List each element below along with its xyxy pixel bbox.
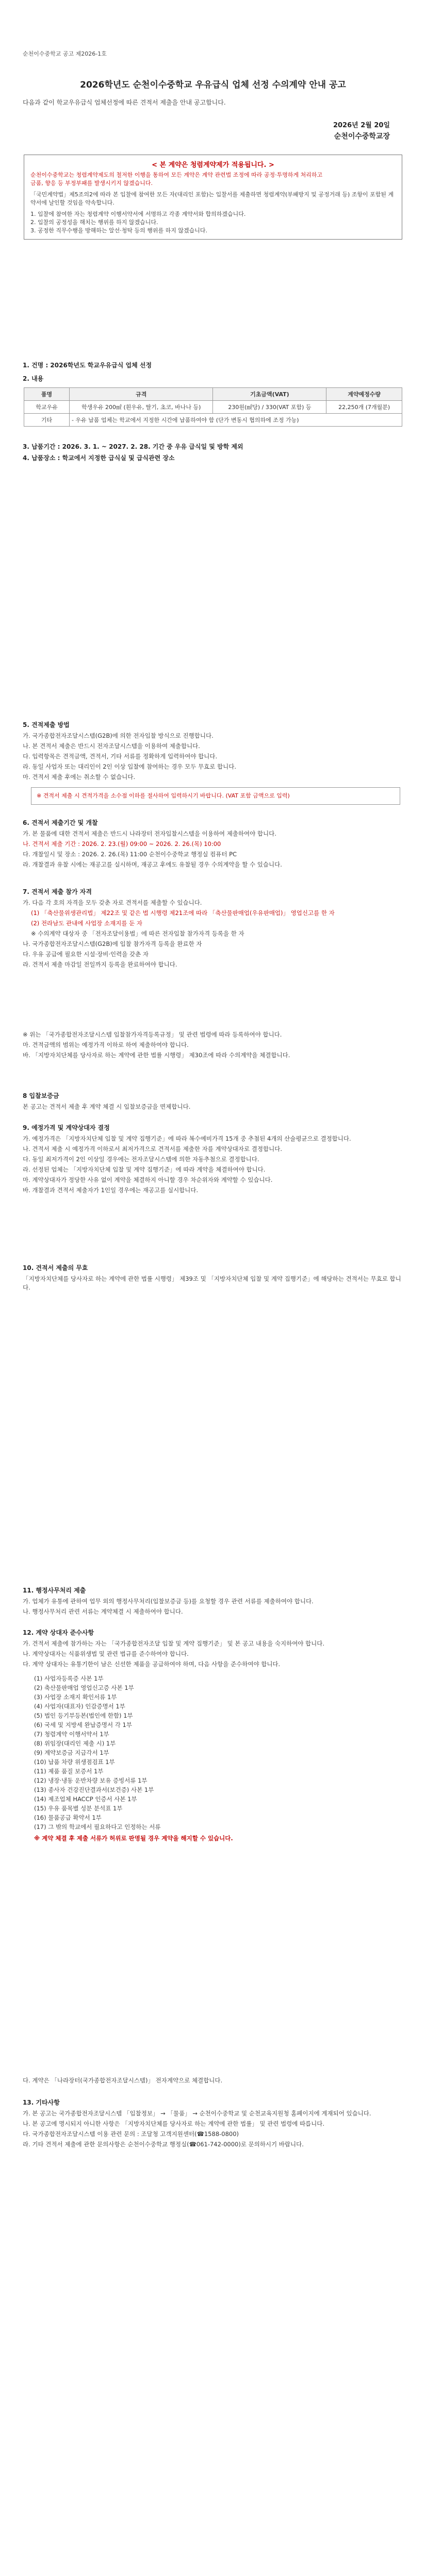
document-org: 순천이수중학교장: [334, 132, 390, 141]
section-9-line: 바. 개찰결과 견적서 제출자가 1인일 경우에는 재공고를 실시합니다.: [23, 1187, 199, 1194]
table-header: 계약예정수량: [326, 388, 402, 401]
notice-paragraph: 3. 공정한 직무수행을 방해하는 알선·청탁 등의 행위를 하지 않겠습니다.: [30, 227, 207, 234]
required-document-item: (13) 종사자 건강진단결과서(보건증) 사본 1부: [34, 1786, 154, 1793]
section-10-line: 「지방자치단체를 당사자로 하는 계약에 관한 법률 시행령」 제39조 및 「지방자치단체 입찰 및 계약 집행기준」에 해당하는 견적서는 무효로 합니다.: [23, 1275, 401, 1291]
notice-paragraph: 1. 입찰에 참여한 자는 청렴계약 이행서약서에 서명하고 각종 계약서와 합의하겠습니다.: [30, 211, 246, 217]
required-document-item: (2) 축산물판매업 영업신고증 사본 1부: [34, 1684, 134, 1691]
required-document-item: (4) 사업자(대표자) 인감증명서 1부: [34, 1703, 125, 1710]
table-cell: 학교우유: [24, 401, 70, 414]
section-5-line: 가. 국가종합전자조달시스템(G2B)에 의한 전자입찰 방식으로 진행합니다.: [23, 732, 214, 739]
section-7-line: (1) 「축산물위생관리법」 제22조 및 같은 법 시행령 제21조에 따라 「축산물판매업(우유판매업)」 영업신고를 한 자: [31, 909, 335, 917]
table-cell: 22,250개 (7개월분): [326, 401, 402, 414]
section-6-line: 나. 견적서 제출 기간 : 2026. 2. 23.(월) 09:00 ~ 2026. 2. 26.(목) 10:00: [23, 840, 221, 848]
notice-paragraph: 「국민계약법」제5조의2에 따라 본 입찰에 참여한 모든 자(대리인 포함)는 입찰서를 제출하면 청렴계약(부패방지 및 공정거래 등) 조항이 포함된 계약서에 날인할 것임을 약속합니다.: [30, 191, 394, 206]
section-8-heading: 8 입찰보증금: [23, 1092, 59, 1099]
section-9-line: 가. 예정가격은 「지방자치단체 입찰 및 계약 집행기준」에 따라 복수예비가격 15개 중 추첨된 4개의 산술평균으로 결정합니다.: [23, 1135, 351, 1142]
section-7-line: ※ 수의계약 대상자 중 「전자조달이용법」에 따른 전자입찰 참가자격 등록을 한 자: [31, 930, 244, 937]
section-7-heading: 7. 견적서 제출 참가 자격: [23, 888, 92, 895]
section-6-line: 라. 개찰결과 유찰 시에는 재공고를 실시하며, 재공고 후에도 유찰될 경우 수의계약을 할 수 있습니다.: [23, 861, 282, 868]
required-document-item: (6) 국세 및 지방세 완납증명서 각 1부: [34, 1721, 132, 1728]
section-13-line: 가. 본 공고는 국가종합전자조달시스템 「입찰정보」 → 「물품」 → 순천이수중학교 및 순천교육지원청 홈페이지에 게재되어 있습니다.: [23, 2110, 371, 2117]
section-1-heading: 1. 건명 : 2026학년도 학교우유급식 업체 선정: [23, 362, 152, 369]
section-7-line: 가. 다음 각 호의 자격을 모두 갖춘 자로 견적서를 제출할 수 있습니다.: [23, 899, 202, 906]
section-5-line: 나. 본 견적서 제출은 반드시 전자조달시스템을 이용하여 제출합니다.: [23, 742, 200, 750]
section-9-line: 라. 선정된 업체는 「지방자치단체 입찰 및 계약 집행기준」에 따라 계약을 체결하여야 합니다.: [23, 1166, 266, 1173]
required-document-item: (1) 사업자등록증 사본 1부: [34, 1675, 104, 1682]
section-9-line: 나. 견적서 제출 시 예정가격 이하로서 최저가격으로 견적서를 제출한 자를 계약상대자로 결정합니다.: [23, 1145, 282, 1153]
table-cell: 230원(㎖당) / 330(VAT 포함) 등: [213, 401, 326, 414]
table-header: 기초금액(VAT): [213, 388, 326, 401]
section-11-line: 가. 업체가 유통에 관하여 업무 외의 행정사무처리(입찰보증금 등)를 요청할 경우 관련 서류를 제출하여야 합니다.: [23, 1598, 314, 1605]
section-6-line: 가. 본 물품에 대한 견적서 제출은 반드시 나라장터 전자입찰시스템을 이용하여 제출하여야 합니다.: [23, 830, 276, 837]
table-header: 품명: [24, 388, 70, 401]
table-header-row: [24, 388, 402, 401]
notice-red-line: 순천이수중학교는 청렴계약제도의 철저한 이행을 통하여 모든 계약은 계약 관련법 조정에 따라 공정·투명하게 처리하고: [30, 172, 323, 178]
required-document-item: (14) 제조업체 HACCP 인증서 사본 1부: [34, 1795, 137, 1803]
section-5-line: 라. 동일 사업자 또는 대리인이 2인 이상 입찰에 참여하는 경우 모두 무효로 합니다.: [23, 763, 236, 770]
section-12-line: 가. 견적서 제출에 참가하는 자는 「국가종합전자조달 입찰 및 계약 집행기준」 및 본 공고 내용을 숙지하여야 합니다.: [23, 1640, 325, 1647]
section-4-heading: 4. 납품장소 : 학교에서 지정한 급식실 및 급식관련 장소: [23, 454, 175, 462]
goods-table: [24, 387, 402, 427]
document-date: 2026년 2월 20일: [333, 122, 390, 129]
notice-title: < 본 계약은 청렴계약제가 적용됩니다. >: [152, 161, 274, 169]
required-document-item: (17) 그 밖의 학교에서 필요하다고 인정하는 서류: [34, 1823, 161, 1831]
section-12-line: 나. 계약상대자는 식품위생법 및 관련 법규를 준수하여야 합니다.: [23, 1650, 189, 1657]
section-2-heading: 2. 내용: [23, 375, 44, 382]
section-13-line: 나. 본 공고에 명시되지 아니한 사항은 「지방자치단체를 당사자로 하는 계약에 관한 법률」 및 관련 법령에 따릅니다.: [23, 2120, 325, 2127]
table-cell: - 우유 납품 업체는 학교에서 지정한 시간에 납품하여야 함 (단가 변동시 협의하에 조정 가능): [69, 414, 402, 427]
section-5-note-box: ※ 견적서 제출 시 견적가격을 소수점 이하를 절사하여 입력하시기 바랍니다. (VAT 포함 금액으로 입력): [31, 787, 400, 805]
section-12-line: 다. 계약 상대자는 유통기한이 남은 신선한 제품을 공급하여야 하며, 다음 사항을 준수하여야 합니다.: [23, 1660, 281, 1668]
table-row: [24, 414, 402, 427]
required-document-item: (10) 납품 차량 위생점검표 1부: [34, 1758, 115, 1766]
integrity-notice-box: [24, 155, 402, 240]
section-8-line: 본 공고는 견적서 제출 후 계약 체결 시 입찰보증금을 면제합니다.: [23, 1103, 191, 1110]
section-5-line: 다. 입력항목은 견적금액, 견적서, 기타 서류를 정확하게 입력하여야 합니다.: [23, 753, 218, 760]
section-7-line: 라. 견적서 제출 마감일 전일까지 등록을 완료하여야 합니다.: [23, 961, 177, 968]
section-11-heading: 11. 행정사무처리 제출: [23, 1587, 86, 1594]
section-7-extra-line: 마. 견적금액의 범위는 예정가격 이하로 하여 제출하여야 합니다.: [23, 1041, 189, 1048]
section-9-line: 마. 계약상대자가 정당한 사유 없이 계약을 체결하지 아니할 경우 차순위자와 계약할 수 있습니다.: [23, 1176, 273, 1183]
section-13-line: 라. 기타 견적서 제출에 관한 문의사항은 순천이수중학교 행정실(☎061-742-0000)로 문의하시기 바랍니다.: [23, 2141, 304, 2148]
required-document-item: (5) 법인 등기부등본(법인에 한함) 1부: [34, 1712, 133, 1719]
section-7-line: 다. 우유 공급에 필요한 시설·장비·인력을 갖춘 자: [23, 951, 149, 958]
required-document-item: (9) 계약보증금 지급각서 1부: [34, 1749, 109, 1756]
section-7-extra-line: ※ 위는 「국가종합전자조달시스템 입찰참가자격등록규정」 및 관련 법령에 따라 등록하여야 합니다.: [23, 1031, 282, 1038]
table-header: 규격: [69, 388, 213, 401]
notice-paragraph: 2. 입찰의 공정성을 해치는 행위를 하지 않겠습니다.: [30, 219, 158, 226]
required-document-item: (15) 우유 품목별 성분 분석표 1부: [34, 1805, 123, 1812]
required-document-item: (12) 냉장·냉동 운반차량 보유 증빙서류 1부: [34, 1777, 148, 1784]
section-5-line: 마. 견적서 제출 후에는 취소할 수 없습니다.: [23, 773, 136, 781]
document-intro: 다음과 같이 학교우유급식 업체선정에 따른 견적서 제출을 안내 공고합니다.: [23, 99, 226, 106]
document-ref-number: 순천이수중학교 공고 제2026-1호: [23, 50, 107, 57]
section-7-extra-line: 바. 「지방자치단체를 당사자로 하는 계약에 관한 법률 시행령」 제30조에 따라 수의계약을 체결합니다.: [23, 1052, 290, 1059]
section-6-line: 다. 개찰일시 및 장소 : 2026. 2. 26.(목) 11:00 순천이수중학교 행정실 컴퓨터 PC: [23, 851, 237, 858]
document-title: 2026학년도 순천이수중학교 우유급식 업체 선정 수의계약 안내 공고: [80, 80, 346, 90]
section-7-line: (2) 전라남도 관내에 사업장 소재지를 둔 자: [31, 920, 142, 927]
section-11-line: 나. 행정사무처리 관련 서류는 계약체결 시 제출하여야 합니다.: [23, 1608, 183, 1615]
section-12-heading: 12. 계약 상대자 준수사항: [23, 1629, 94, 1636]
section-7-line: 나. 국가종합전자조달시스템(G2B)에 입찰 참가자격 등록을 완료한 자: [23, 940, 202, 947]
table-cell: 학생우유 200㎖ (흰우유, 딸기, 초코, 바나나 등): [69, 401, 213, 414]
required-document-item: (16) 물품공급 확약서 1부: [34, 1814, 102, 1821]
table-row: [24, 401, 402, 414]
section-9-heading: 9. 예정가격 및 계약상대자 결정: [23, 1124, 110, 1131]
section-12-note: ※ 계약 체결 후 제출 서류가 허위로 판명될 경우 계약을 해지할 수 있습니다.: [34, 1835, 233, 1842]
section-9-line: 다. 동일 최저가격이 2인 이상일 경우에는 전자조달시스템에 의한 자동추첨으로 결정합니다.: [23, 1156, 259, 1163]
section-10-heading: 10. 견적서 제출의 무효: [23, 1264, 88, 1272]
section-5-heading: 5. 견적제출 방법: [23, 721, 70, 728]
required-document-item: (8) 위임장(대리인 제출 시) 1부: [34, 1740, 116, 1747]
section-6-heading: 6. 견적서 제출기간 및 개찰: [23, 819, 98, 826]
required-document-item: (7) 청렴계약 이행서약서 1부: [34, 1731, 109, 1738]
section-13-heading: 13. 기타사항: [23, 2099, 60, 2106]
section-12-extra: 다. 계약은 「나라장터(국가종합전자조달시스템)」 전자계약으로 체결합니다.: [23, 2077, 223, 2084]
section-13-line: 다. 국가종합전자조달시스템 이용 관련 문의 : 조달청 고객지원센터(☎1588-0800): [23, 2130, 239, 2138]
notice-red-line: 금품, 향응 등 부정부패를 발생시키지 않겠습니다.: [30, 180, 153, 187]
section-3-heading: 3. 납품기간 : 2026. 3. 1. ~ 2027. 2. 28. 기간 중 우유 급식일 및 방학 제외: [23, 443, 243, 450]
table-cell: 기타: [24, 414, 70, 427]
required-document-item: (11) 제품 품질 보증서 1부: [34, 1768, 104, 1775]
required-document-item: (3) 사업장 소재지 확인서류 1부: [34, 1693, 117, 1701]
